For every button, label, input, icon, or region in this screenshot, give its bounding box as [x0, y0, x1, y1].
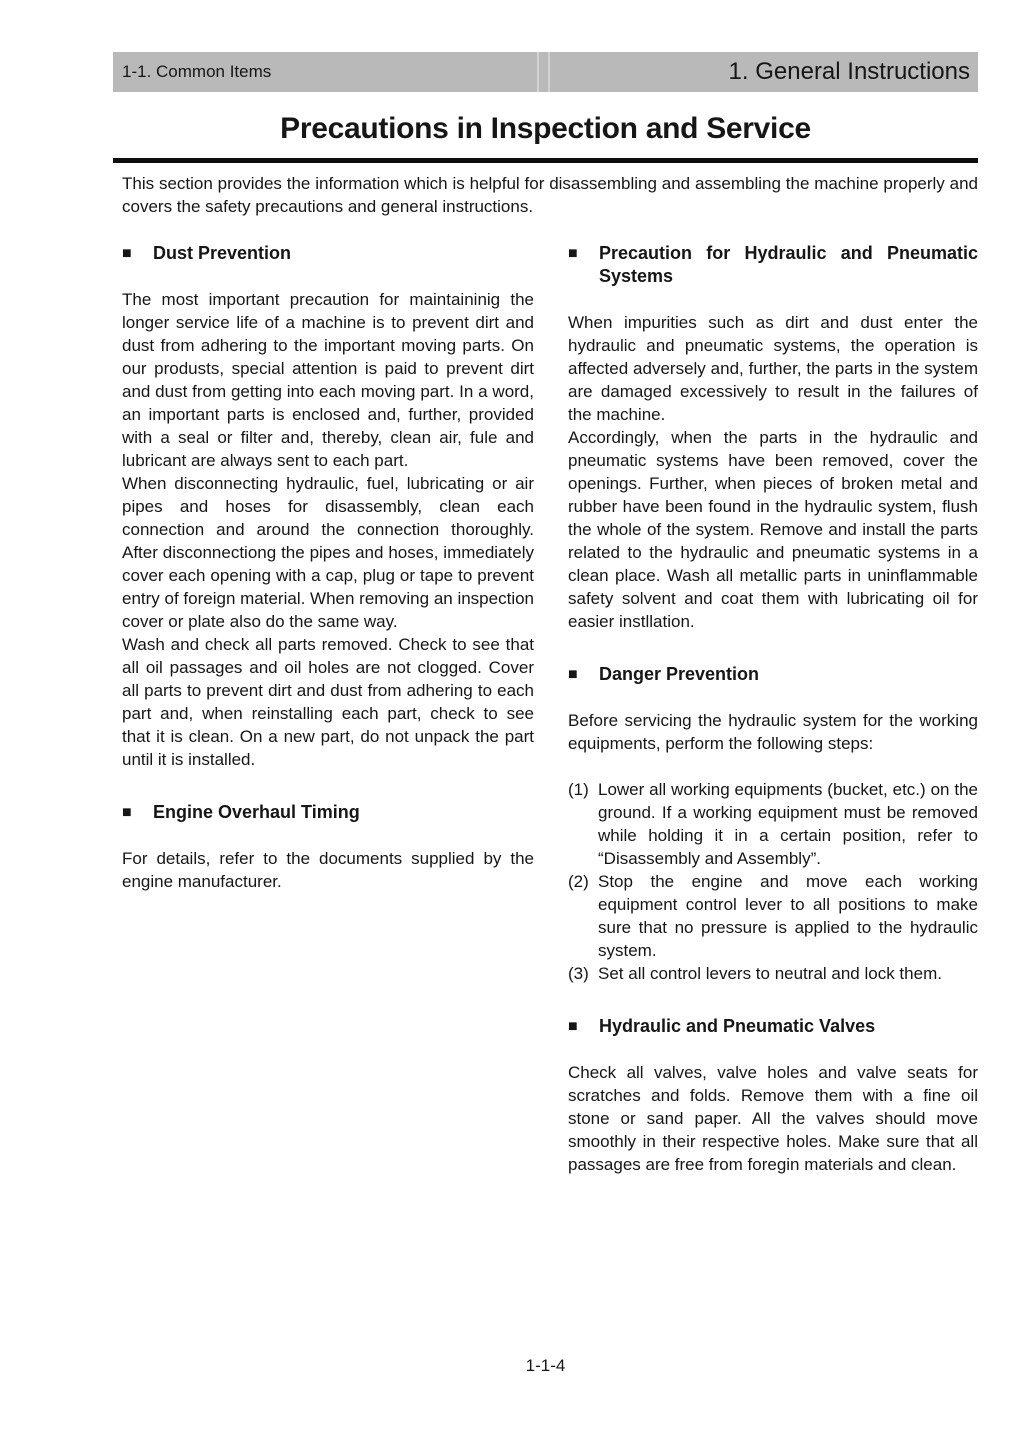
- title-rule: [113, 158, 978, 163]
- square-bullet-icon: ■: [122, 245, 132, 262]
- body-paragraph: Before servicing the hydraulic system for the working equipments, perform the following steps:: [568, 711, 978, 753]
- header-band-divider: [537, 52, 539, 92]
- section-danger-prevention: [568, 663, 978, 985]
- list-item-text: Lower all working equipments (bucket, etc.) on the ground. If a working equipment must be removed while holding it in a certain position, refer to “Disassembly and Assembly”.: [598, 780, 978, 868]
- square-bullet-icon: ■: [568, 666, 578, 683]
- list-item: [568, 870, 978, 962]
- section-engine-overhaul-timing: [122, 801, 534, 893]
- list-item-number: (2): [568, 872, 589, 891]
- list-item-text: Stop the engine and move each working equipment control lever to all positions to make sure that no pressure is applied to the hydraulic system.: [598, 872, 978, 960]
- square-bullet-icon: ■: [568, 245, 578, 262]
- body-paragraph: For details, refer to the documents supplied by the engine manufacturer.: [122, 849, 534, 891]
- body-paragraph: Wash and check all parts removed. Check to see that all oil passages and oil holes are not clogged. Cover all parts to prevent dirt and dust from adhering to each part and, when reinstalling each part, check to see that it is clean. On a new part, do not unpack the part until it is installed.: [122, 635, 534, 769]
- intro-paragraph: This section provides the information which is helpful for disassembling and assembling the machine properly and covers the safety precautions and general instructions.: [122, 174, 978, 216]
- section-dust-prevention: [122, 242, 534, 771]
- header-band: [113, 52, 978, 92]
- body-paragraph: Accordingly, when the parts in the hydraulic and pneumatic systems have been removed, cover the openings. Further, when pieces of broken metal and rubber have been found in the hydraulic system, flush the whole of the system. Remove and install the parts related to the hydraulic and pneumatic systems in a clean place. Wash all metallic parts in uninflammable safety solvent and coat them with lubricating oil for easier instllation.: [568, 428, 978, 631]
- section-heading: [122, 242, 534, 265]
- list-item-number: (1): [568, 780, 589, 799]
- page-number: 1-1-4: [525, 1356, 566, 1375]
- right-column: [568, 242, 978, 1176]
- section-heading: [568, 242, 978, 288]
- header-left-label: 1-1. Common Items: [122, 62, 272, 81]
- page-title: Precautions in Inspection and Service: [280, 112, 811, 145]
- list-item-number: (3): [568, 964, 589, 983]
- section-heading-label: Engine Overhaul Timing: [153, 802, 360, 822]
- header-right-label: 1. General Instructions: [728, 58, 970, 85]
- body-paragraph: When impurities such as dirt and dust enter the hydraulic and pneumatic systems, the operation is affected adversely and, further, the parts in the system are damaged excessively to result in the failures of the machine.: [568, 313, 978, 424]
- section-heading: [568, 1015, 978, 1038]
- list-item-text: Set all control levers to neutral and lock them.: [598, 964, 942, 983]
- body-paragraph: The most important precaution for maintaininig the longer service life of a machine is to prevent dirt and dust from adhering to the important moving parts. On our produsts, special attention is paid to prevent dirt and dust from getting into each moving part. In a word, an important parts is enclosed and, further, provided with a seal or filter and, thereby, clean air, fule and lubricant are always sent to each part.: [122, 290, 534, 470]
- section-hydraulic-pneumatic-valves: [568, 1015, 978, 1176]
- section-precaution-hydraulic-pneumatic: [568, 242, 978, 633]
- page-content: [113, 0, 978, 1449]
- section-heading: [568, 663, 978, 686]
- left-column: [122, 242, 534, 1176]
- body-paragraph: When disconnecting hydraulic, fuel, lubricating or air pipes and hoses for disassembly, clean each connection and around the connection thoroughly. After disconnectiong the pipes and hoses, immediately cover each opening with a cap, plug or tape to prevent entry of foreign material. When removing an inspection cover or plate also do the same way.: [122, 474, 534, 631]
- two-column-body: [113, 242, 978, 1176]
- numbered-list: [568, 778, 978, 985]
- header-band-divider: [548, 52, 550, 92]
- list-item: [568, 962, 978, 985]
- square-bullet-icon: ■: [568, 1018, 578, 1035]
- section-heading-label: Precaution for Hydraulic and Pneumatic Systems: [599, 243, 978, 286]
- list-item: [568, 778, 978, 870]
- square-bullet-icon: ■: [122, 804, 132, 821]
- section-heading-label: Hydraulic and Pneumatic Valves: [599, 1016, 876, 1036]
- section-heading-label: Danger Prevention: [599, 664, 760, 684]
- body-paragraph: Check all valves, valve holes and valve seats for scratches and folds. Remove them with a fine oil stone or sand paper. All the valves should move smoothly in their respective holes. Make sure that all passages are free from foregin materials and clean.: [568, 1063, 978, 1174]
- section-heading-label: Dust Prevention: [153, 243, 292, 263]
- section-heading: [122, 801, 534, 824]
